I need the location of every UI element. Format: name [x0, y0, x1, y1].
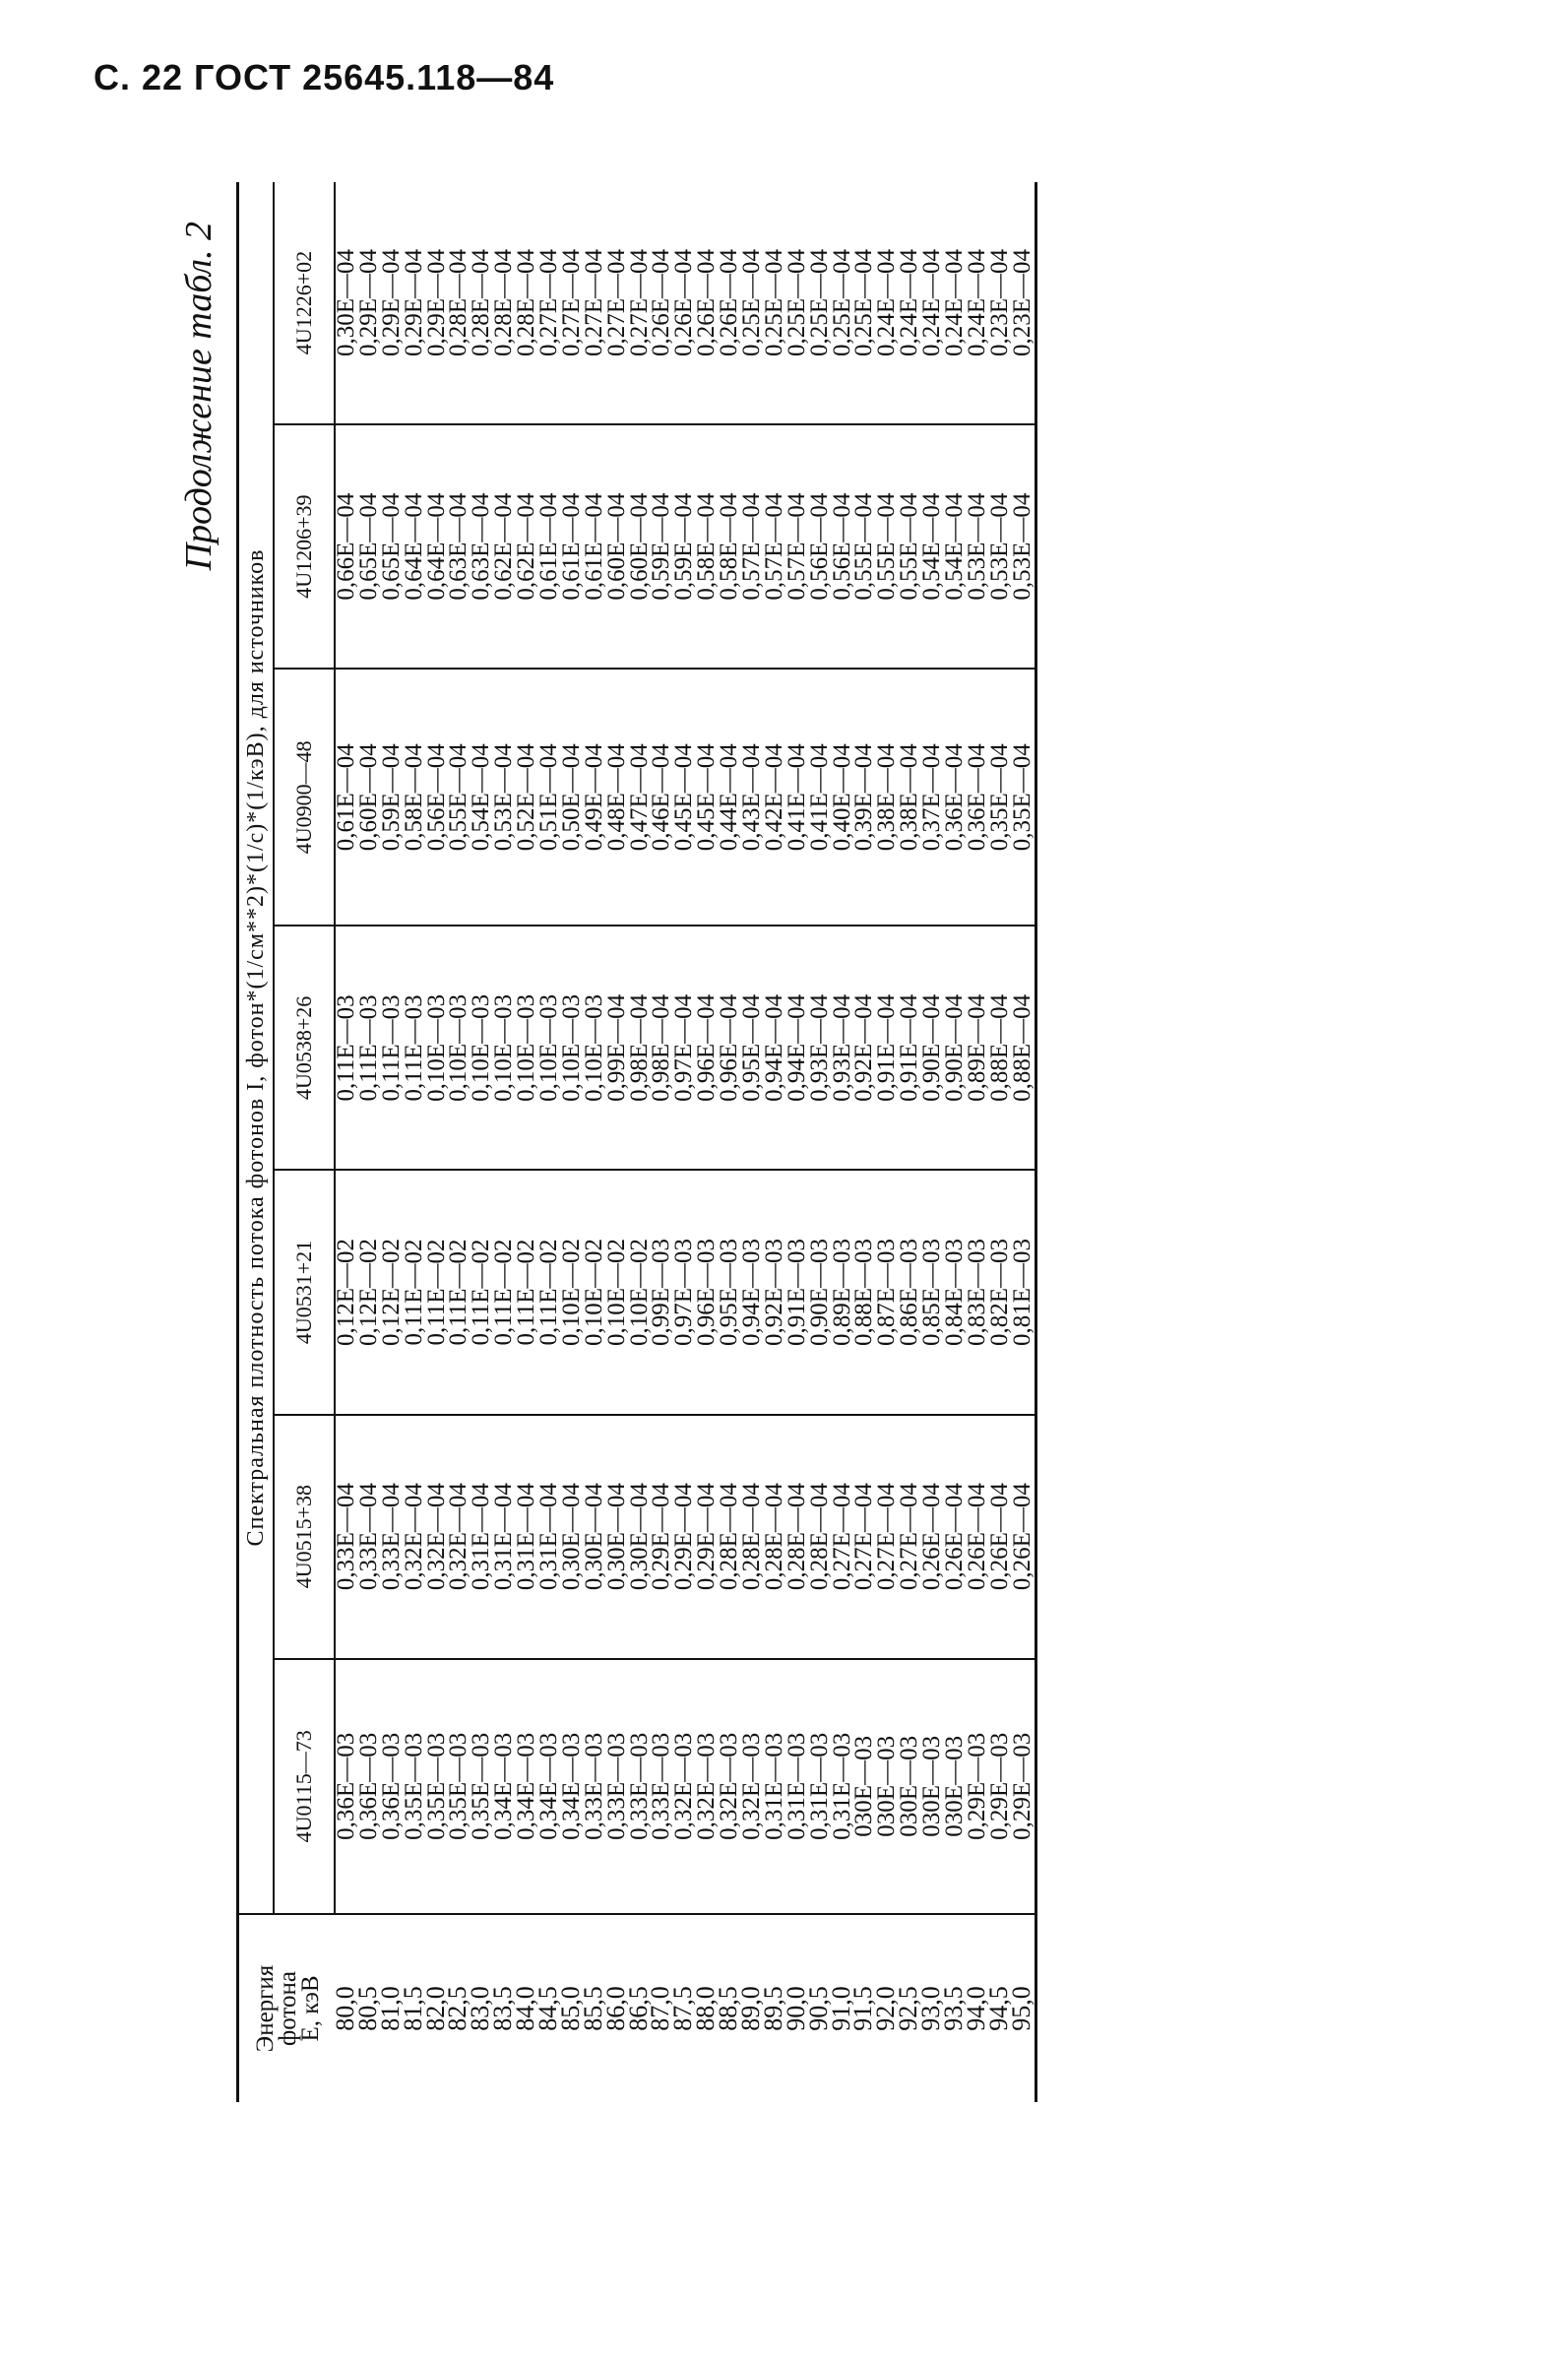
energy-value: 86,0	[600, 1986, 630, 2031]
flux-value: 0,48E—04	[602, 743, 630, 852]
energy-value: 81,5	[398, 1986, 427, 2031]
flux-value: 0,29E—03	[963, 1732, 990, 1840]
flux-value: 0,34E—03	[513, 1732, 540, 1840]
source-values-cell	[335, 182, 1035, 424]
flux-value: 030E—03	[873, 1735, 901, 1837]
flux-value: 0,97E—03	[670, 1238, 698, 1346]
flux-value: 0,33E—03	[580, 1732, 607, 1840]
flux-value: 0,38E—04	[896, 743, 923, 852]
source-header: 4U1206+39	[274, 424, 335, 669]
spectral-density-header: Спектральная плотность потока фотонов I, фотон*(1/см**2)*(1/с)*(1/кэВ), для источников	[238, 182, 275, 1914]
energy-value: 95,0	[1006, 1986, 1035, 2031]
flux-value: 0,28E—04	[716, 1483, 743, 1591]
flux-value: 0,35E—03	[400, 1732, 427, 1840]
flux-value: 030E—03	[941, 1735, 969, 1837]
flux-value: 0,29E—04	[670, 1483, 698, 1591]
flux-value: 0,11E—02	[535, 1239, 563, 1346]
flux-value: 0,24E—04	[918, 249, 946, 357]
flux-value: 0,63E—04	[445, 492, 472, 601]
flux-value: 0,55E—04	[873, 492, 901, 601]
flux-value: 0,94E—03	[738, 1238, 766, 1346]
source-header: 4U0900—48	[274, 669, 335, 926]
flux-value: 0,24E—04	[896, 249, 923, 357]
flux-value: 0,31E—03	[783, 1732, 810, 1840]
flux-value: 0,98E—04	[648, 993, 675, 1102]
flux-value: 030E—03	[896, 1735, 923, 1837]
flux-value: 0,11E—03	[354, 994, 382, 1102]
energy-header-line: E, кэВ	[296, 1975, 324, 2042]
flux-value: 0,36E—03	[333, 1732, 359, 1840]
flux-value: 0,87E—03	[873, 1238, 901, 1346]
flux-value: 0,26E—04	[941, 1483, 969, 1591]
flux-value: 0,83E—03	[963, 1238, 990, 1346]
flux-value: 0,89E—03	[828, 1238, 855, 1346]
flux-value: 0,29E—03	[1008, 1732, 1035, 1840]
flux-value: 0,32E—03	[670, 1732, 698, 1840]
flux-value: 0,29E—04	[693, 1483, 721, 1591]
flux-value: 030E—03	[918, 1735, 946, 1837]
energy-value: 93,0	[916, 1986, 946, 2031]
energy-value: 80,5	[352, 1986, 382, 2031]
flux-value: 0,11E—02	[400, 1239, 427, 1346]
flux-value: 0,10E—02	[602, 1238, 630, 1346]
flux-value: 0,92E—03	[760, 1238, 787, 1346]
flux-value: 0,28E—04	[513, 249, 540, 357]
flux-value: 0,64E—04	[400, 492, 427, 601]
flux-value: 0,28E—04	[783, 1483, 810, 1591]
flux-value: 0,11E—03	[333, 994, 359, 1102]
flux-value: 0,25E—04	[850, 249, 878, 357]
flux-value: 0,12E—02	[333, 1238, 359, 1346]
flux-value: 0,33E—04	[377, 1483, 405, 1591]
flux-value: 0,59E—04	[670, 492, 698, 601]
flux-value: 0,61E—04	[557, 492, 585, 601]
flux-value: 0,27E—04	[602, 249, 630, 357]
flux-value: 0,27E—04	[850, 1483, 878, 1591]
flux-value: 0,53E—04	[963, 492, 990, 601]
flux-value: 0,10E—03	[445, 993, 472, 1102]
energy-value: 82,0	[420, 1986, 450, 2031]
flux-value: 0,64E—04	[422, 492, 450, 601]
energy-value: 90,0	[781, 1986, 810, 2031]
flux-value: 0,88E—04	[1008, 993, 1035, 1102]
flux-value: 0,96E—04	[716, 993, 743, 1102]
flux-value: 0,11E—03	[377, 994, 405, 1102]
flux-value: 0,10E—03	[535, 993, 563, 1102]
flux-value: 0,31E—03	[828, 1732, 855, 1840]
flux-value: 0,84E—03	[941, 1238, 969, 1346]
flux-value: 0,63E—04	[468, 492, 495, 601]
flux-value: 0,58E—04	[693, 492, 721, 601]
flux-value: 0,53E—04	[1008, 492, 1035, 601]
flux-value: 0,36E—03	[377, 1732, 405, 1840]
flux-value: 0,32E—03	[716, 1732, 743, 1840]
source-values-cell	[335, 926, 1035, 1170]
flux-value: 0,62E—04	[513, 492, 540, 601]
flux-value: 0,26E—04	[1008, 1483, 1035, 1591]
flux-value: 0,81E—03	[1008, 1238, 1035, 1346]
source-header: 4U0538+26	[274, 926, 335, 1170]
flux-value: 0,35E—03	[422, 1732, 450, 1840]
flux-value: 0,88E—03	[850, 1238, 878, 1346]
flux-value: 0,26E—04	[918, 1483, 946, 1591]
flux-value: 0,88E—04	[985, 993, 1013, 1102]
flux-value: 0,54E—04	[918, 492, 946, 601]
energy-value: 83,5	[488, 1986, 518, 2031]
flux-value: 0,57E—04	[760, 492, 787, 601]
flux-value: 0,29E—04	[377, 249, 405, 357]
flux-value: 0,24E—04	[963, 249, 990, 357]
flux-value: 0,11E—03	[400, 994, 427, 1102]
flux-value: 0,90E—04	[941, 993, 969, 1102]
flux-value: 0,94E—04	[760, 993, 787, 1102]
flux-value: 0,33E—04	[333, 1483, 359, 1591]
flux-value: 0,32E—03	[693, 1732, 721, 1840]
energy-value: 89,5	[758, 1986, 787, 2031]
flux-value: 0,60E—04	[625, 492, 653, 601]
flux-value: 0,10E—03	[468, 993, 495, 1102]
flux-value: 0,45E—04	[670, 743, 698, 852]
flux-value: 0,91E—04	[896, 993, 923, 1102]
flux-value: 0,92E—04	[850, 993, 878, 1102]
flux-value: 0,11E—02	[513, 1239, 540, 1346]
flux-value: 0,41E—04	[783, 743, 810, 852]
flux-value: 0,27E—04	[557, 249, 585, 357]
flux-value: 0,10E—03	[580, 993, 607, 1102]
flux-value: 0,25E—04	[760, 249, 787, 357]
flux-value: 0,25E—04	[805, 249, 833, 357]
flux-value: 0,32E—03	[738, 1732, 766, 1840]
flux-value: 0,89E—04	[963, 993, 990, 1102]
flux-value: 0,55E—04	[850, 492, 878, 601]
flux-value: 0,12E—02	[377, 1238, 405, 1346]
energy-value: 85,0	[555, 1986, 585, 2031]
energy-value: 82,5	[443, 1986, 472, 2031]
flux-value: 0,30E—04	[557, 1483, 585, 1591]
flux-value: 0,29E—03	[985, 1732, 1013, 1840]
flux-value: 0,33E—03	[648, 1732, 675, 1840]
flux-value: 0,46E—04	[648, 743, 675, 852]
flux-value: 0,10E—02	[580, 1238, 607, 1346]
flux-value: 0,90E—04	[918, 993, 946, 1102]
flux-value: 0,86E—03	[896, 1238, 923, 1346]
flux-value: 0,30E—04	[333, 249, 359, 357]
flux-value: 0,28E—04	[490, 249, 518, 357]
flux-value: 0,60E—04	[602, 492, 630, 601]
flux-value: 0,29E—04	[648, 1483, 675, 1591]
flux-value: 0,96E—03	[693, 1238, 721, 1346]
flux-value: 0,45E—04	[693, 743, 721, 852]
flux-value: 0,11E—02	[490, 1239, 518, 1346]
flux-value: 0,34E—03	[490, 1732, 518, 1840]
flux-value: 0,36E—04	[963, 743, 990, 852]
flux-value: 0,60E—04	[354, 743, 382, 852]
flux-value: 0,35E—03	[468, 1732, 495, 1840]
flux-value: 0,98E—04	[625, 993, 653, 1102]
flux-value: 0,65E—04	[354, 492, 382, 601]
flux-value: 0,29E—04	[400, 249, 427, 357]
energy-values-cell	[331, 1914, 1035, 2102]
flux-value: 0,57E—04	[783, 492, 810, 601]
flux-value: 0,28E—04	[468, 249, 495, 357]
flux-value: 0,59E—04	[648, 492, 675, 601]
flux-value: 0,36E—04	[941, 743, 969, 852]
flux-value: 0,32E—04	[445, 1483, 472, 1591]
flux-value: 0,61E—04	[580, 492, 607, 601]
flux-value: 0,27E—04	[535, 249, 563, 357]
source-values-cell	[335, 1659, 1035, 1914]
flux-value: 0,34E—03	[535, 1732, 563, 1840]
flux-value: 0,28E—04	[805, 1483, 833, 1591]
flux-value: 0,23E—04	[985, 249, 1013, 357]
flux-value: 0,27E—04	[625, 249, 653, 357]
flux-value: 0,43E—04	[738, 743, 766, 852]
flux-value: 0,55E—04	[445, 743, 472, 852]
flux-value: 0,61E—04	[333, 743, 359, 852]
flux-value: 0,82E—03	[985, 1238, 1013, 1346]
source-header: 4U0531+21	[274, 1170, 335, 1414]
energy-value: 91,5	[848, 1986, 878, 2031]
flux-value: 0,93E—04	[805, 993, 833, 1102]
flux-value: 0,11E—02	[422, 1239, 450, 1346]
flux-value: 0,52E—04	[513, 743, 540, 852]
flux-value: 0,42E—04	[760, 743, 787, 852]
flux-value: 0,36E—03	[354, 1732, 382, 1840]
flux-value: 0,10E—02	[625, 1238, 653, 1346]
energy-value: 85,5	[578, 1986, 607, 2031]
flux-value: 0,33E—03	[602, 1732, 630, 1840]
flux-value: 0,10E—03	[513, 993, 540, 1102]
flux-value: 0,30E—04	[580, 1483, 607, 1591]
flux-value: 0,11E—02	[468, 1239, 495, 1346]
energy-value: 80,0	[331, 1986, 359, 2031]
flux-value: 0,31E—04	[490, 1483, 518, 1591]
flux-value: 0,26E—04	[963, 1483, 990, 1591]
flux-value: 0,10E—03	[557, 993, 585, 1102]
flux-value: 030E—03	[850, 1735, 878, 1837]
energy-value: 94,5	[983, 1986, 1013, 2031]
source-values-cell	[335, 669, 1035, 926]
energy-value: 91,0	[826, 1986, 855, 2031]
flux-value: 0,35E—03	[445, 1732, 472, 1840]
energy-value: 93,5	[939, 1986, 969, 2031]
flux-value: 0,10E—02	[557, 1238, 585, 1346]
flux-value: 0,99E—04	[602, 993, 630, 1102]
page-header: С. 22 ГОСТ 25645.118—84	[94, 57, 555, 97]
flux-value: 0,29E—04	[422, 249, 450, 357]
flux-value: 0,62E—04	[490, 492, 518, 601]
flux-value: 0,94E—04	[783, 993, 810, 1102]
energy-value: 87,0	[646, 1986, 675, 2031]
flux-value: 0,56E—04	[805, 492, 833, 601]
flux-value: 0,11E—02	[445, 1239, 472, 1346]
energy-value: 90,5	[803, 1986, 833, 2031]
flux-value: 0,35E—04	[1008, 743, 1035, 852]
flux-value: 0,26E—04	[985, 1483, 1013, 1591]
energy-value: 88,0	[691, 1986, 721, 2031]
flux-value: 0,38E—04	[873, 743, 901, 852]
flux-value: 0,51E—04	[535, 743, 563, 852]
flux-value: 0,26E—04	[693, 249, 721, 357]
source-header: 4U0515+38	[274, 1415, 335, 1659]
flux-value: 0,39E—04	[850, 743, 878, 852]
flux-value: 0,27E—04	[873, 1483, 901, 1591]
flux-value: 0,35E—04	[985, 743, 1013, 852]
flux-value: 0,31E—04	[468, 1483, 495, 1591]
flux-value: 0,24E—04	[873, 249, 901, 357]
flux-value: 0,31E—03	[805, 1732, 833, 1840]
flux-value: 0,91E—03	[783, 1238, 810, 1346]
energy-value: 87,5	[668, 1986, 698, 2031]
energy-header-line: Энергия	[252, 1964, 280, 2053]
flux-value: 0,97E—04	[670, 993, 698, 1102]
flux-value: 0,37E—04	[918, 743, 946, 852]
flux-value: 0,50E—04	[557, 743, 585, 852]
flux-value: 0,27E—04	[828, 1483, 855, 1591]
flux-value: 0,54E—04	[941, 492, 969, 601]
flux-value: 0,31E—03	[760, 1732, 787, 1840]
flux-value: 0,26E—04	[716, 249, 743, 357]
energy-value: 89,0	[736, 1986, 766, 2031]
flux-value: 0,66E—04	[333, 492, 359, 601]
flux-value: 0,99E—03	[648, 1238, 675, 1346]
flux-value: 0,56E—04	[828, 492, 855, 601]
flux-value: 0,10E—03	[422, 993, 450, 1102]
energy-value: 86,5	[623, 1986, 653, 2031]
flux-value: 0,55E—04	[896, 492, 923, 601]
flux-value: 0,12E—02	[354, 1238, 382, 1346]
flux-value: 0,91E—04	[873, 993, 901, 1102]
energy-value: 92,5	[894, 1986, 923, 2031]
flux-value: 0,28E—04	[760, 1483, 787, 1591]
flux-value: 0,53E—04	[985, 492, 1013, 601]
source-values-cell	[335, 1415, 1035, 1659]
flux-value: 0,57E—04	[738, 492, 766, 601]
source-values-cell	[335, 424, 1035, 669]
flux-value: 0,24E—04	[941, 249, 969, 357]
source-header: 4U1226+02	[274, 182, 335, 424]
flux-value: 0,32E—04	[422, 1483, 450, 1591]
flux-value: 0,59E—04	[377, 743, 405, 852]
energy-value: 88,5	[714, 1986, 743, 2031]
flux-value: 0,90E—03	[805, 1238, 833, 1346]
energy-column-header	[238, 1914, 336, 2102]
flux-value: 0,49E—04	[580, 743, 607, 852]
flux-value: 0,61E—04	[535, 492, 563, 601]
flux-value: 0,25E—04	[738, 249, 766, 357]
flux-value: 0,26E—04	[648, 249, 675, 357]
flux-value: 0,33E—04	[354, 1483, 382, 1591]
energy-value: 83,0	[466, 1986, 495, 2031]
flux-value: 0,10E—03	[490, 993, 518, 1102]
flux-value: 0,58E—04	[400, 743, 427, 852]
flux-value: 0,23E—04	[1008, 249, 1035, 357]
flux-value: 0,29E—04	[354, 249, 382, 357]
flux-value: 0,30E—04	[625, 1483, 653, 1591]
energy-value: 84,5	[533, 1986, 563, 2031]
flux-value: 0,30E—04	[602, 1483, 630, 1591]
flux-value: 0,34E—03	[557, 1732, 585, 1840]
flux-value: 0,28E—04	[445, 249, 472, 357]
flux-value: 0,54E—04	[468, 743, 495, 852]
spectral-table	[236, 182, 1037, 2102]
flux-value: 0,28E—04	[738, 1483, 766, 1591]
flux-value: 0,27E—04	[580, 249, 607, 357]
source-values-cell	[335, 1170, 1035, 1414]
flux-value: 0,32E—04	[400, 1483, 427, 1591]
energy-value: 84,0	[511, 1986, 540, 2031]
energy-value: 92,0	[871, 1986, 901, 2031]
rotated-table-area	[178, 182, 1536, 2102]
source-header: 4U0115—73	[274, 1659, 335, 1914]
flux-value: 0,31E—04	[535, 1483, 563, 1591]
flux-value: 0,40E—04	[828, 743, 855, 852]
energy-value: 94,0	[961, 1986, 990, 2031]
flux-value: 0,65E—04	[377, 492, 405, 601]
flux-value: 0,85E—03	[918, 1238, 946, 1346]
energy-value: 81,0	[375, 1986, 405, 2031]
flux-value: 0,95E—04	[738, 993, 766, 1102]
flux-value: 0,93E—04	[828, 993, 855, 1102]
flux-value: 0,58E—04	[716, 492, 743, 601]
flux-value: 0,31E—04	[513, 1483, 540, 1591]
flux-value: 0,56E—04	[422, 743, 450, 852]
flux-value: 0,25E—04	[828, 249, 855, 357]
flux-value: 0,25E—04	[783, 249, 810, 357]
flux-value: 0,41E—04	[805, 743, 833, 852]
flux-value: 0,27E—04	[896, 1483, 923, 1591]
flux-value: 0,53E—04	[490, 743, 518, 852]
flux-value: 0,95E—03	[716, 1238, 743, 1346]
flux-value: 0,96E—04	[693, 993, 721, 1102]
continuation-label: Продолжение табл. 2	[178, 222, 220, 571]
flux-value: 0,44E—04	[716, 743, 743, 852]
flux-value: 0,33E—03	[625, 1732, 653, 1840]
flux-value: 0,26E—04	[670, 249, 698, 357]
flux-value: 0,47E—04	[625, 743, 653, 852]
energy-header-line: фотона	[275, 1971, 302, 2046]
